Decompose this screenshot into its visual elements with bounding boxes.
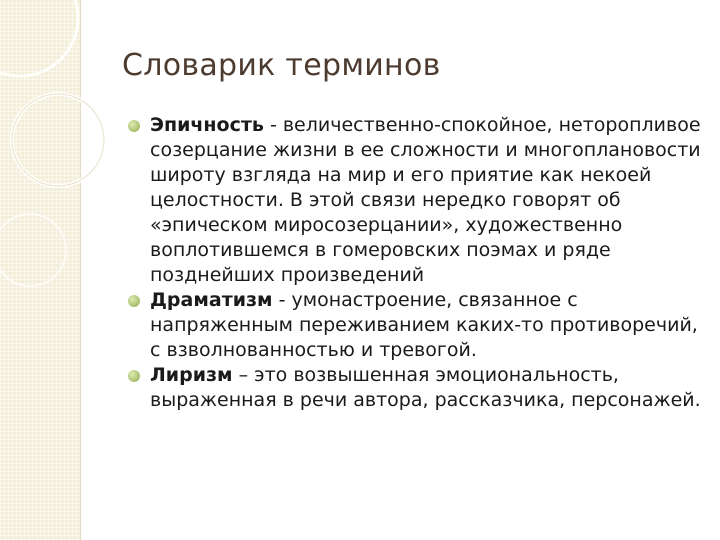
term-definition: – это возвышенная эмоциональность, выраженная в речи автора, рассказчика, персонажей. [150,364,701,411]
term-label: Лиризм [150,364,233,386]
slide-title: Словарик терминов [122,48,441,83]
term-list [130,113,702,413]
term-definition: - величественно-спокойное, неторопливое созерцание жизни в ее сложности и многоплановости широту взгляда на мир и его приятие как некоей целостности. В этой связи нередко говорят об «эпическом миросозерцании», художественно воплотившемся в гомеровских поэмах и ряде позднейших произведений [150,114,701,286]
list-item [130,113,702,288]
bullet-icon [128,370,140,382]
list-item [130,288,702,363]
term-label: Драматизм [150,289,273,311]
term-definition: - умонастроение, связанное с напряженным переживанием каких-то противоречий, с взволнованностью и тревогой. [150,289,698,361]
bullet-icon [128,295,140,307]
slide-content [130,113,702,413]
term-label: Эпичность [150,114,264,136]
bullet-icon [128,120,140,132]
list-item [130,363,702,413]
decorative-circles [0,0,130,320]
